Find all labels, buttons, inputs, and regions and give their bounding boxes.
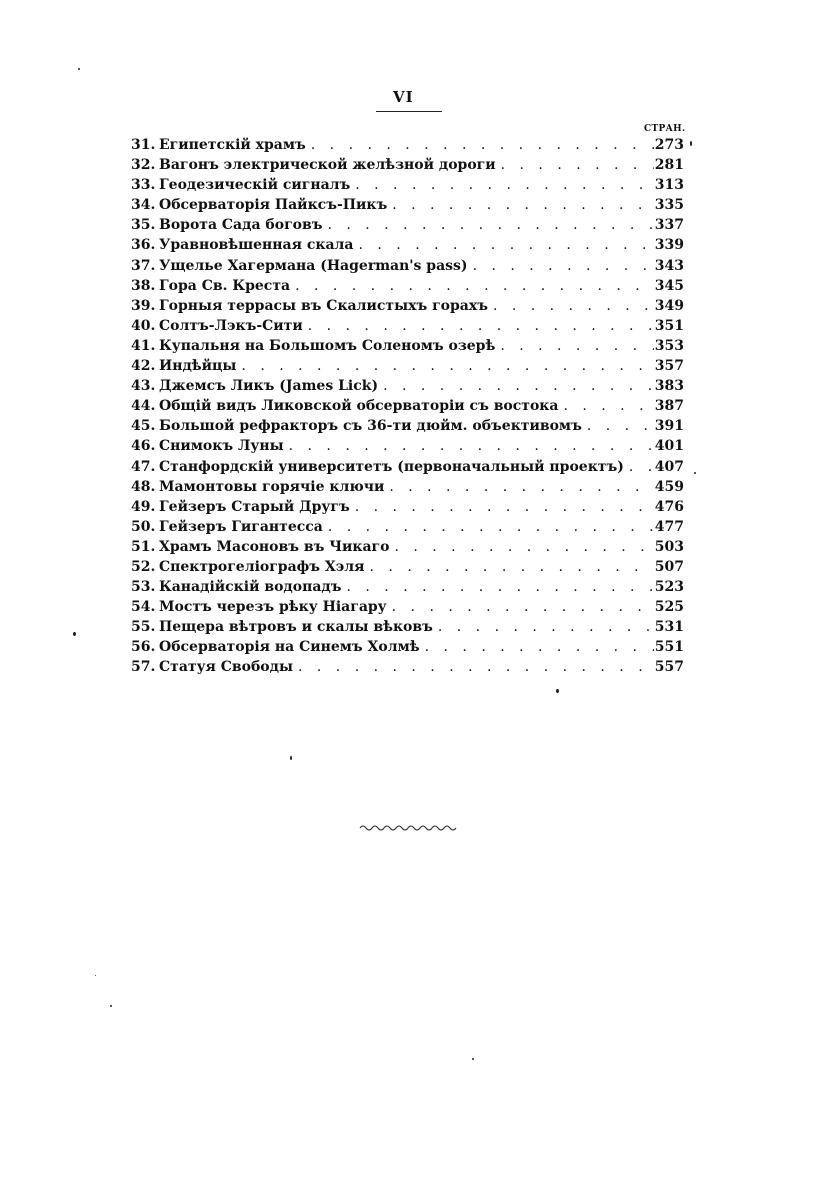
toc-entry bbox=[131, 276, 684, 296]
entry-page: 343 bbox=[654, 257, 684, 274]
scan-speck bbox=[690, 141, 692, 146]
entry-number: 55. bbox=[131, 619, 156, 636]
dot-leader bbox=[582, 416, 654, 436]
entry-title: Обсерваторія на Синемъ Холмѣ bbox=[159, 639, 420, 656]
dot-leader bbox=[387, 195, 654, 215]
toc-entry bbox=[131, 396, 684, 416]
dot-leader bbox=[306, 135, 654, 155]
toc-entry bbox=[131, 457, 684, 477]
toc-entry bbox=[131, 537, 684, 557]
entry-number: 40. bbox=[131, 317, 156, 334]
page-number: VI bbox=[393, 88, 414, 106]
entry-title: Канадійскій водопадъ bbox=[159, 579, 342, 596]
toc-entry bbox=[131, 497, 684, 517]
toc-entry bbox=[131, 356, 684, 376]
dot-leader bbox=[384, 477, 654, 497]
dot-leader bbox=[322, 215, 654, 235]
dot-leader bbox=[387, 597, 654, 617]
dot-leader bbox=[342, 577, 655, 597]
dot-leader bbox=[303, 316, 654, 336]
toc-entry bbox=[131, 617, 684, 637]
toc-entry bbox=[131, 215, 684, 235]
scan-speck bbox=[472, 1058, 474, 1060]
entry-number: 35. bbox=[131, 217, 156, 234]
entry-page: 557 bbox=[654, 659, 684, 676]
entry-page: 477 bbox=[654, 518, 684, 535]
dot-leader bbox=[389, 537, 654, 557]
entry-title: Статуя Свободы bbox=[159, 659, 293, 676]
entry-page: 525 bbox=[654, 599, 684, 616]
entry-page: 459 bbox=[654, 478, 684, 495]
entry-number: 50. bbox=[131, 518, 156, 535]
page-number-rule bbox=[376, 111, 442, 112]
entry-number: 48. bbox=[131, 478, 156, 495]
scan-speck bbox=[694, 472, 696, 474]
entry-title: Общій видъ Ликовской обсерваторіи съ востока bbox=[159, 398, 559, 415]
toc-entry bbox=[131, 597, 684, 617]
dot-leader bbox=[496, 155, 654, 175]
entry-page: 335 bbox=[654, 197, 684, 214]
illustrations-list bbox=[131, 135, 684, 678]
entry-number: 52. bbox=[131, 558, 156, 575]
page-column-header: СТРАН. bbox=[644, 124, 686, 134]
entry-page: 551 bbox=[654, 639, 684, 656]
entry-number: 57. bbox=[131, 659, 156, 676]
toc-entry bbox=[131, 336, 684, 356]
scan-speck bbox=[73, 632, 76, 636]
dot-leader bbox=[420, 637, 654, 657]
entry-title: Индѣйцы bbox=[159, 358, 237, 375]
entry-number: 53. bbox=[131, 579, 156, 596]
entry-number: 31. bbox=[131, 137, 156, 153]
toc-entry bbox=[131, 316, 684, 336]
scan-speck bbox=[95, 975, 96, 976]
toc-entry bbox=[131, 175, 684, 195]
entry-page: 357 bbox=[654, 358, 684, 375]
entry-title: Гора Св. Креста bbox=[159, 277, 291, 294]
entry-number: 34. bbox=[131, 197, 156, 214]
entry-page: 313 bbox=[654, 177, 684, 194]
entry-number: 49. bbox=[131, 498, 156, 515]
entry-page: 345 bbox=[654, 277, 684, 294]
entry-title: Горныя террасы въ Скалистыхъ горахъ bbox=[159, 297, 488, 314]
entry-page: 507 bbox=[654, 558, 684, 575]
entry-title: Гейзеръ Гигантесса bbox=[159, 518, 323, 535]
entry-title: Геодезическій сигналъ bbox=[159, 177, 351, 194]
dot-leader bbox=[290, 276, 654, 296]
entry-page: 383 bbox=[654, 378, 684, 395]
dot-leader bbox=[354, 235, 655, 255]
entry-number: 46. bbox=[131, 438, 156, 455]
entry-page: 273 bbox=[654, 137, 684, 153]
toc-entry bbox=[131, 416, 684, 436]
entry-page: 407 bbox=[654, 458, 684, 475]
entry-title: Мостъ черезъ рѣку Ніагару bbox=[159, 599, 387, 616]
dot-leader bbox=[350, 175, 654, 195]
dot-leader bbox=[350, 497, 654, 517]
toc-entry bbox=[131, 637, 684, 657]
toc-entry bbox=[131, 557, 684, 577]
entry-page: 351 bbox=[654, 317, 684, 334]
toc-entry bbox=[131, 436, 684, 456]
toc-entry bbox=[131, 235, 684, 255]
entry-title: Пещера вѣтровъ и скалы вѣковъ bbox=[159, 619, 433, 636]
entry-title: Гейзеръ Старый Другъ bbox=[159, 498, 350, 515]
entry-title: Вагонъ электрической желѣзной дороги bbox=[159, 157, 496, 174]
dot-leader bbox=[365, 557, 654, 577]
entry-page: 281 bbox=[654, 157, 684, 174]
toc-entry bbox=[131, 195, 684, 215]
entry-title: Обсерваторія Пайксъ-Пикъ bbox=[159, 197, 388, 214]
entry-title: Египетскій храмъ bbox=[159, 137, 306, 153]
entry-page: 401 bbox=[654, 438, 684, 455]
toc-entry bbox=[131, 256, 684, 276]
scan-speck bbox=[78, 68, 80, 70]
scan-speck bbox=[556, 689, 559, 693]
entry-number: 45. bbox=[131, 418, 156, 435]
toc-entry bbox=[131, 657, 684, 677]
dot-leader bbox=[293, 657, 654, 677]
entry-title: Снимокъ Луны bbox=[159, 438, 284, 455]
dot-leader bbox=[624, 457, 654, 477]
toc-entry bbox=[131, 477, 684, 497]
entry-page: 503 bbox=[654, 538, 684, 555]
entry-page: 339 bbox=[654, 237, 684, 254]
toc-entry bbox=[131, 376, 684, 396]
dot-leader bbox=[284, 436, 654, 456]
toc-entry bbox=[131, 577, 684, 597]
dot-leader bbox=[558, 396, 654, 416]
entry-title: Большой рефракторъ съ 36-ти дюйм. объективомъ bbox=[159, 418, 582, 435]
entry-page: 349 bbox=[654, 297, 684, 314]
dot-leader bbox=[488, 296, 654, 316]
toc-entry bbox=[131, 296, 684, 316]
entry-number: 56. bbox=[131, 639, 156, 656]
entry-number: 41. bbox=[131, 337, 156, 354]
entry-title: Солтъ-Лэкъ-Сити bbox=[159, 317, 303, 334]
entry-page: 476 bbox=[654, 498, 684, 515]
entry-title: Уравновѣшенная скала bbox=[159, 237, 354, 254]
toc-entry bbox=[131, 135, 684, 155]
entry-title: Ущелье Хагермана (Hagerman's pass) bbox=[159, 257, 468, 274]
entry-page: 391 bbox=[654, 418, 684, 435]
entry-number: 47. bbox=[131, 458, 156, 475]
entry-page: 523 bbox=[654, 579, 684, 596]
entry-number: 33. bbox=[131, 177, 156, 194]
toc-entry bbox=[131, 155, 684, 175]
entry-title: Купальня на Большомъ Соленомъ озерѣ bbox=[159, 337, 496, 354]
dot-leader bbox=[236, 356, 654, 376]
entry-title: Станфордскій университетъ (первоначальный проектъ) bbox=[159, 458, 624, 475]
entry-number: 36. bbox=[131, 237, 156, 254]
entry-page: 353 bbox=[654, 337, 684, 354]
entry-number: 51. bbox=[131, 538, 156, 555]
toc-entry bbox=[131, 517, 684, 537]
entry-title: Ворота Сада боговъ bbox=[159, 217, 323, 234]
entry-page: 531 bbox=[654, 619, 684, 636]
dot-leader bbox=[495, 336, 654, 356]
entry-number: 43. bbox=[131, 378, 156, 395]
ornamental-divider bbox=[358, 822, 458, 834]
entry-number: 32. bbox=[131, 157, 156, 174]
entry-title: Мамонтовы горячіе ключи bbox=[159, 478, 385, 495]
entry-number: 37. bbox=[131, 257, 156, 274]
entry-title: Джемсъ Ликъ (James Lick) bbox=[159, 378, 379, 395]
entry-title: Спектрогеліографъ Хэля bbox=[159, 558, 365, 575]
dot-leader bbox=[323, 517, 654, 537]
entry-number: 44. bbox=[131, 398, 156, 415]
entry-title: Храмъ Масоновъ въ Чикаго bbox=[159, 538, 390, 555]
entry-number: 38. bbox=[131, 277, 156, 294]
entry-page: 337 bbox=[654, 217, 684, 234]
entry-page: 387 bbox=[654, 398, 684, 415]
dot-leader bbox=[468, 256, 654, 276]
scan-speck bbox=[290, 756, 292, 760]
entry-number: 54. bbox=[131, 599, 156, 616]
entry-number: 39. bbox=[131, 297, 156, 314]
dot-leader bbox=[433, 617, 654, 637]
dot-leader bbox=[378, 376, 654, 396]
entry-number: 42. bbox=[131, 358, 156, 375]
scan-speck bbox=[110, 1005, 112, 1007]
